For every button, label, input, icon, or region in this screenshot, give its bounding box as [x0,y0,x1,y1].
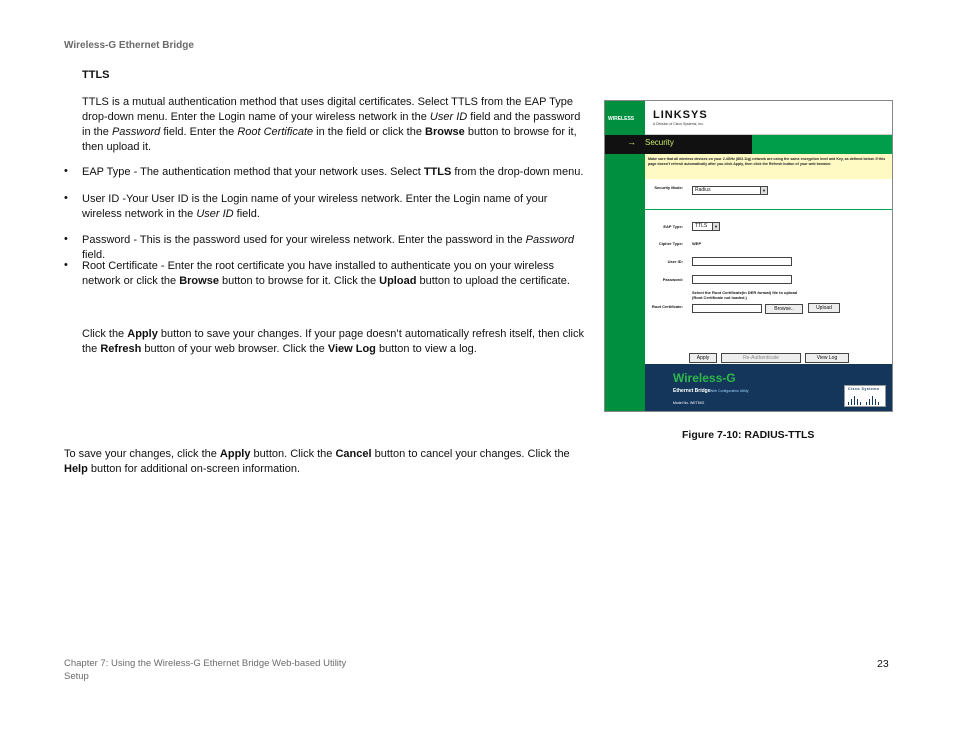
bullet-user-id: User ID -Your User ID is the Login name of your wireless network. Enter the Login name of your wireless network in the User ID field. [82,193,548,220]
root-cert-hint: Select the Root Certificate(in DER format) file to upload [692,290,798,295]
root-cert-label: Root Certificate: [651,304,683,309]
user-id-input[interactable] [692,257,792,266]
cisco-bridge-icon [846,393,886,407]
eap-type-select[interactable] [692,222,720,231]
footer-chapter: Chapter 7: Using the Wireless-G Ethernet Bridge Web-based Utility [64,658,347,669]
chevron-down-icon: ▼ [712,223,719,230]
reauthenticate-button[interactable]: Re-Authenticate [721,353,801,363]
figure-side-label: WIRELESS [608,116,635,122]
eap-type-label: EAP Type: [663,224,683,229]
user-id-label: User ID: [667,259,683,264]
page-number: 23 [877,658,889,670]
figure-header [645,101,892,135]
linksys-logo-subtitle: A Division of Cisco Systems, Inc. [653,122,704,126]
root-cert-status: (Root Certificate not loaded.) [692,295,747,300]
bullet-marker: • [64,165,68,177]
cisco-logo-text: Cisco Systems [848,387,880,391]
section-title: TTLS [82,69,110,81]
bullet-marker: • [64,192,68,204]
bullet-password: Password - This is the password used for your wireless network. Enter the password in the Password field. [82,234,574,261]
security-mode-select[interactable] [692,186,768,195]
security-mode-label: Security Mode: [654,185,683,190]
figure-divider [645,209,892,210]
bullet-marker: • [64,233,68,245]
password-label: Password: [662,277,683,282]
page-footer [64,657,346,683]
apply-paragraph: Click the Apply button to save your changes. If your page doesn’t automatically refresh itself, then click the Refresh button of your web browser. Click the View Log button to view a log. [82,328,584,355]
browse-button[interactable]: Browse.. [765,304,803,314]
apply-button[interactable]: Apply [689,353,717,363]
running-header: Wireless-G Ethernet Bridge [64,40,194,51]
arrow-right-icon: → [627,137,636,147]
bullet-marker: • [64,259,68,271]
figure-green-bar [752,135,892,154]
intro-paragraph: TTLS is a mutual authentication method that uses digital certificates. Select TTLS from the EAP Type drop-down menu. Enter the Login name of your wireless network in the User ID field and the password in the Password field. Enter the Root Certificate in the field or click the Browse button to browse for it, then upload it. [82,96,581,153]
brand-wireless-g: Wireless-G [673,371,736,385]
eap-type-value: TTLS [695,223,708,229]
cisco-logo [844,385,886,407]
figure-screenshot [604,100,893,412]
linksys-logo: LINKSYS [653,109,708,121]
upload-button[interactable]: Upload [808,303,840,313]
figure-caption: Figure 7-10: RADIUS-TTLS [682,429,815,441]
view-log-button[interactable]: View Log [805,353,849,363]
figure-note: Make sure that all wireless devices on your 2.4GHz (802.11g) network are using the same encryption level and Key, as defined below. If this page doesn't refresh automatically after you click Apply, then click the Refresh button of your web browser. [648,157,886,166]
cipher-type-label: Cipher Type: [658,241,683,246]
security-mode-value: Radius [695,187,711,193]
bullet-eap-type: EAP Type - The authentication method that your network uses. Select TTLS from the drop-down menu. [82,166,584,178]
footer-section: Setup [64,671,89,682]
brand-utility: Web Configuration Utility [710,389,749,393]
root-cert-input[interactable] [692,304,762,313]
figure-footer-band [645,364,892,411]
password-input[interactable] [692,275,792,284]
bullet-root-certificate: Root Certificate - Enter the root certificate you have installed to authenticate you on your wireless network or click the Browse button to browse for it. Click the Upload button to upload the certificate. [82,260,570,287]
figure-section-title: Security [645,138,674,147]
model-number: Model No. WET54G [673,401,705,405]
brand-ethernet-bridge: Ethernet Bridge [673,388,711,394]
save-paragraph: To save your changes, click the Apply button. Click the Cancel button to cancel your changes. Click the Help button for additional on-screen information. [64,448,570,475]
cipher-type-value: WEP [692,241,702,246]
chevron-down-icon: ▼ [760,187,767,194]
